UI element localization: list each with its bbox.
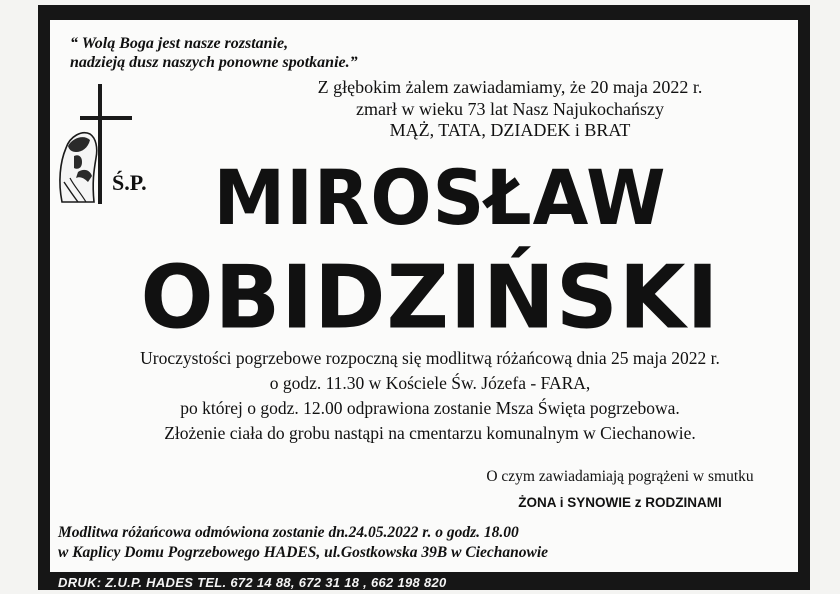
deceased-surname: OBIDZIŃSKI — [140, 247, 720, 349]
ceremony-line: Uroczystości pogrzebowe rozpoczną się modlitwą różańcową dnia 25 maja 2022 r. — [140, 348, 720, 368]
family-relations: MĄŻ, TATA, DZIADEK i BRAT — [389, 120, 631, 140]
funeral-ceremony-details — [60, 346, 800, 446]
rosary-prayer-info — [58, 523, 548, 563]
motto-line-1: “ Wolą Boga jest nasze rozstanie, — [70, 35, 289, 52]
ceremony-line: Złożenie ciała do grobu nastąpi na cmentarzu komunalnym w Ciechanowie. — [164, 423, 696, 443]
printer-credit: DRUK: Z.U.P. HADES TEL. 672 14 88, 672 31 18 , 662 198 820 — [58, 575, 447, 590]
deceased-first-name: MIROSŁAW — [213, 153, 667, 243]
mourners-block — [440, 464, 800, 516]
rosary-line-2: w Kaplicy Domu Pogrzebowego HADES, ul.Gostkowska 39B w Ciechanowie — [58, 544, 549, 561]
intro-line-1: Z głębokim żalem zawiadamiamy, że 20 maja 2022 r. — [317, 77, 703, 97]
motto — [70, 34, 358, 72]
ceremony-line: o godz. 11.30 w Kościele Św. Józefa - FARA, — [269, 373, 591, 393]
announcement-intro — [240, 76, 780, 120]
motto-line-2: nadzieją dusz naszych ponowne spotkanie.” — [70, 54, 358, 71]
mourners-families: ŻONA i SYNOWIE z RODZINAMI — [518, 495, 722, 510]
sp-prefix: Ś.P. — [112, 170, 147, 195]
intro-line-2: zmarł w wieku 73 lat Nasz Najukochańszy — [356, 99, 664, 119]
ceremony-line: po której o godz. 12.00 odprawiona zostanie Msza Święta pogrzebowa. — [180, 398, 680, 418]
rosary-line-1: Modlitwa różańcowa odmówiona zostanie dn.24.05.2022 r. o godz. 18.00 — [58, 524, 519, 541]
mourners-line: O czym zawiadamiają pogrążeni w smutku — [486, 468, 754, 485]
